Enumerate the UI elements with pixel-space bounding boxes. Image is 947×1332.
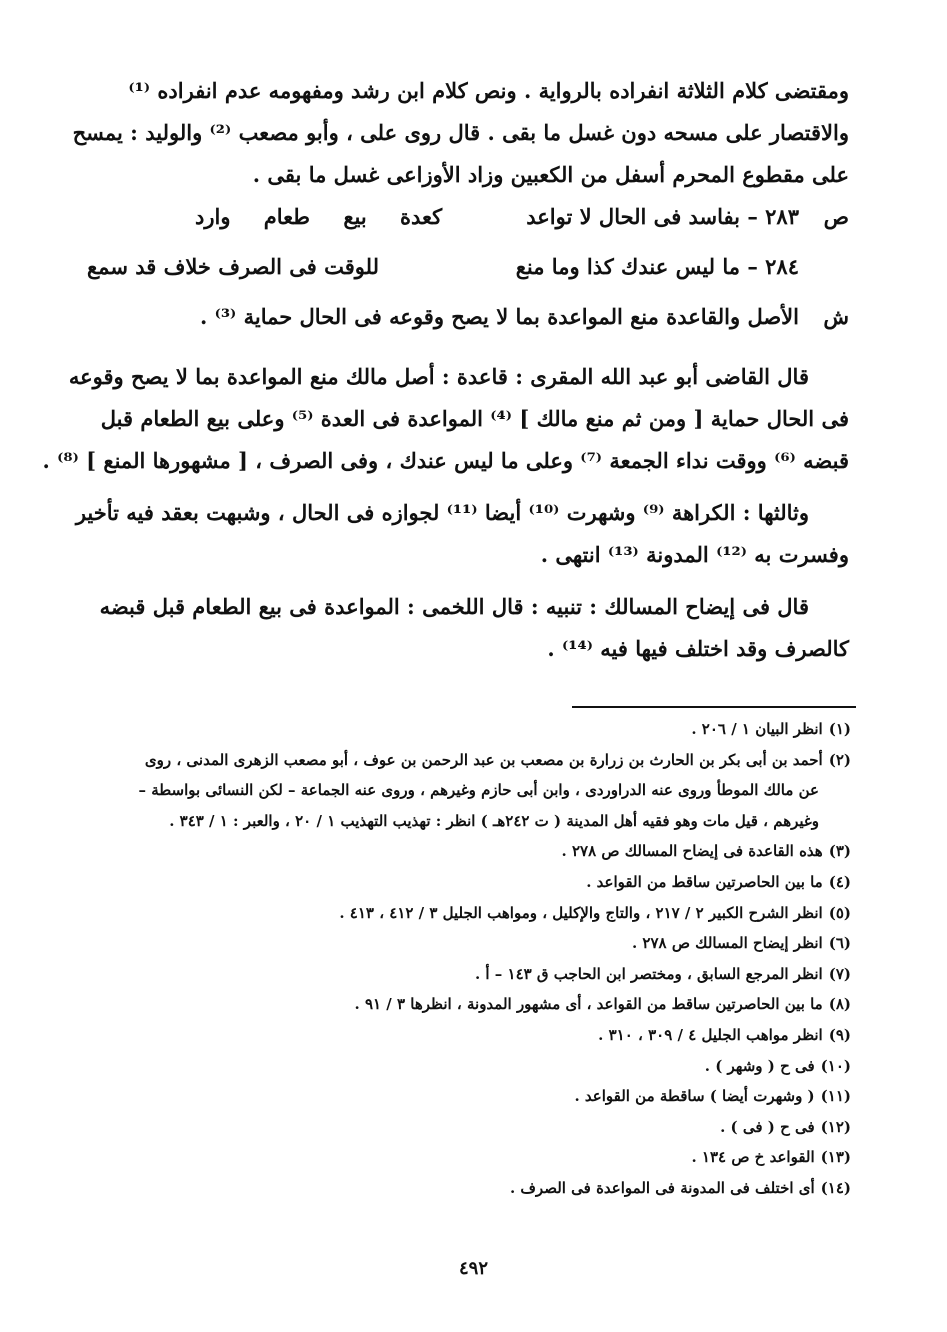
footnote-text: ما بين الحاصرتين ساقط من القواعد .	[586, 872, 823, 891]
footnote-number: (٦)	[828, 934, 851, 953]
commentary-label: ش	[823, 304, 849, 329]
footnote-number: (١١)	[820, 1087, 851, 1106]
paragraph-3	[75, 492, 849, 576]
footnote-text: ما بين الحاصرتين ساقط من القواعد ، أى مشهور المدونة ، انظرها ٣ / ٩١ .	[354, 995, 823, 1014]
verse-second-hemistich: للوقت فى الصرف خلاف قد سمع	[87, 254, 380, 279]
footnote-text: القواعد خ ص ١٣٤ .	[691, 1148, 815, 1167]
main-text	[42, 70, 849, 670]
footnote	[81, 1112, 851, 1143]
footnote	[81, 1081, 851, 1112]
footnote-text: انظر مواهب الجليل ٤ / ٣٠٩ ، ٣١٠ .	[598, 1025, 823, 1044]
footnote-number: (٤)	[828, 872, 851, 891]
commentary-text: الأصل والقاعدة منع المواعدة بما لا يصح وقوعه فى الحال حماية ⁽³⁾ .	[199, 304, 799, 329]
footnote	[81, 1020, 851, 1051]
footnote-text: انظر الشرح الكبير ٢ / ٢١٧ ، والتاج والإكليل ، ومواهب الجليل ٣ / ٤١٢ ، ٤١٣ .	[339, 903, 823, 922]
commentary-line	[87, 296, 849, 346]
paragraph-1	[72, 70, 849, 196]
footnote	[81, 989, 851, 1020]
footnote	[81, 928, 851, 959]
footnote	[81, 1142, 851, 1173]
footnote-number: (١٤)	[820, 1178, 851, 1197]
text-line: وثالثها : الكراهة ⁽⁹⁾ وشهرت ⁽¹⁰⁾ أيضا ⁽¹¹⁾ لجوازه فى الحال ، وشبهت بعقد فيه تأخير	[75, 500, 809, 525]
verse-second-hemistich: كعدة بيع طعام وارد	[195, 204, 443, 229]
footnote	[81, 745, 851, 776]
footnote-number: (٨)	[828, 995, 851, 1014]
text-line: وفسرت به ⁽¹²⁾ المدونة ⁽¹³⁾ انتهى .	[540, 542, 849, 567]
footnote-text: أحمد بن أبى بكر بن الحارث بن زرارة بن مصعب بن عبد الرحمن بن عوف ، أبو مصعب الزهرى المدنى ، روى	[144, 750, 823, 769]
footnote-number: (٩)	[828, 1025, 851, 1044]
footnote	[81, 714, 851, 745]
footnote	[81, 898, 851, 929]
text-line: قال القاضى أبو عبد الله المقرى : قاعدة : أصل مالك منع المواعدة بما لا يصح وقوعه	[68, 364, 809, 389]
footnotes	[81, 714, 851, 1204]
footnote-number: (١)	[828, 720, 851, 738]
footnote-continuation	[81, 775, 851, 806]
verse-label: ص	[823, 204, 849, 229]
footnote-number: (٣)	[828, 842, 851, 861]
footnote-number: (٧)	[828, 964, 851, 983]
text-line: كالصرف وقد اختلف فيها فيه ⁽¹⁴⁾ .	[547, 636, 849, 661]
footnote-text: انظر إيضاح المسالك ص ٢٧٨ .	[631, 934, 823, 953]
footnote	[81, 959, 851, 990]
footnote-number: (٥)	[828, 903, 851, 922]
verse-284	[87, 246, 849, 296]
text-line: قال فى إيضاح المسالك : تنبيه : قال اللخمى : المواعدة فى بيع الطعام قبل قبضه	[99, 594, 809, 619]
footnote-number: (٢)	[828, 750, 851, 769]
text-line: قبضه ⁽⁶⁾ ووقت نداء الجمعة ⁽⁷⁾ وعلى ما ليس عندك ، وفى الصرف ، [ مشهورها المنع ] ⁽⁸⁾ .	[42, 448, 849, 473]
page-number: ٤٩٢	[458, 1258, 488, 1279]
text-line: على مقطوع المحرم أسفل من الكعبين وزاد الأوزاعى غسل ما بقى .	[252, 162, 849, 187]
footnote	[81, 1173, 851, 1204]
verse-first-hemistich: ٢٨٣ – بفاسد فى الحال لا تواعد	[526, 204, 799, 229]
footnote-text: انظر المرجع السابق ، ومختصر ابن الحاجب ق ١٤٣ – أ .	[474, 964, 823, 983]
text-line: فى الحال حماية [ ومن ثم منع مالك ] ⁽⁴⁾ المواعدة فى العدة ⁽⁵⁾ وعلى بيع الطعام قبل	[100, 406, 849, 431]
footnote-text: أى اختلف فى المدونة فى المواعدة فى الصرف .	[509, 1178, 815, 1197]
footnote	[81, 1051, 851, 1082]
footnote-text: فى ح ( فى ) .	[720, 1117, 815, 1136]
footnote-text: وغيرهم ، قيل مات وهو فقيه أهل المدينة ( ت ٢٤٢هـ ) انظر : تهذيب التهذيب ١ / ٢٠ ، والعبر : ١ / ٣٤٣ .	[169, 811, 819, 830]
verse-first-hemistich: ٢٨٤ – ما ليس عندك كذا وما منع	[515, 254, 799, 279]
text-line: والاقتصار على مسحه دون غسل ما بقى . قال روى على ، وأبو مصعب ⁽²⁾ والوليد : يمسح	[72, 120, 849, 145]
footnote-continuation	[81, 806, 851, 837]
text-line: ومقتضى كلام الثلاثة انفراده بالرواية . ونص كلام ابن رشد ومفهومه عدم انفراده ⁽¹⁾	[128, 78, 849, 103]
footnote-divider	[572, 706, 856, 708]
footnote	[81, 836, 851, 867]
paragraph-2	[42, 356, 849, 482]
footnote-text: عن مالك الموطأ وروى عنه الدراوردى ، وابن أبى حازم وغيرهم ، وروى عنه الجماعة – لكن النسائى بواسطة –	[138, 781, 819, 800]
verse-283	[87, 196, 849, 246]
footnote-number: (١٢)	[820, 1117, 851, 1136]
paragraph-4	[87, 586, 849, 670]
footnote-text: فى ح ( وشهر ) .	[704, 1056, 815, 1075]
footnote-number: (١٣)	[820, 1148, 851, 1167]
footnote-text: انظر البيان ١ / ٢٠٦ .	[691, 720, 823, 738]
footnote	[81, 867, 851, 898]
footnote-text: ( وشهرت أيضا ) ساقطة من القواعد .	[574, 1087, 815, 1106]
footnote-text: هذه القاعدة فى إيضاح المسالك ص ٢٧٨ .	[561, 842, 823, 861]
footnote-number: (١٠)	[820, 1056, 851, 1075]
